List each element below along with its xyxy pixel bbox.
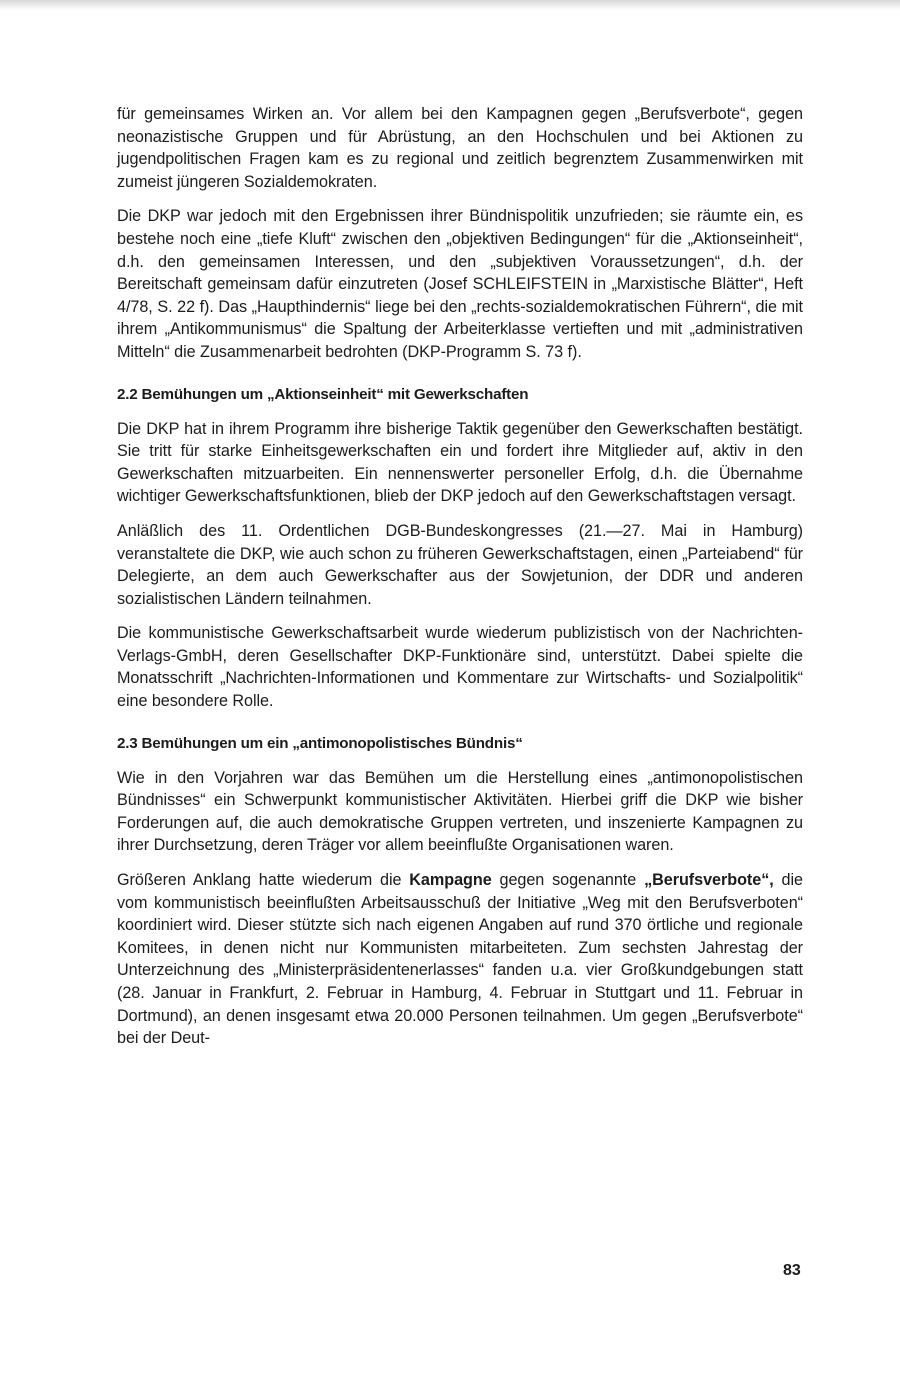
paragraph-7-text-3: die vom kommunistisch beeinflußten Arbeitsausschuß der Initiative „Weg mit den Berufsverboten“ koordiniert wird. Dieser stützte sich nach eigenen Angaben auf rund 370 örtliche und regionale Komitees, in denen nicht nur Kommunisten mitarbeiteten. Zum sechsten Jahrestag der Unterzeichnung des „Ministerpräsidentenerlasses“ fanden u.a. vier Großkundgebungen statt (28. Januar in Frankfurt, 2. Februar in Hamburg, 4. Februar in Stuttgart und 11. Februar in Dortmund), an denen insgesamt etwa 20.000 Personen teilnahmen. Um gegen „Berufsverbote“ bei der Deut-: [117, 871, 803, 1048]
paragraph-2: Die DKP war jedoch mit den Ergebnissen ihrer Bündnispolitik unzufrieden; sie räumte ein, es bestehe noch eine „tiefe Kluft“ zwischen den „objektiven Bedingungen“ für die „Aktionseinheit“, d.h. den gemeinsamen Interessen, und den „subjektiven Voraussetzungen“, d.h. der Bereitschaft gemeinsam dafür einzutreten (Josef SCHLEIFSTEIN in „Marxistische Blätter“, Heft 4/78, S. 22 f). Das „Haupthindernis“ liege bei den „rechts-sozialdemokratischen Führern“, die mit ihrem „Antikommunismus“ die Spaltung der Arbeiterklasse vertieften und mit „administrativen Mitteln“ die Zusammenarbeit bedrohten (DKP-Programm S. 73 f).: [117, 207, 803, 361]
paragraph-7: [117, 869, 803, 1050]
page-number: 83: [783, 1262, 801, 1279]
paragraph-7-text-2: gegen sogenannte: [491, 871, 645, 890]
paragraph-3: Die DKP hat in ihrem Programm ihre bisherige Taktik gegenüber den Gewerkschaften bestätigt. Sie tritt für starke Einheitsgewerkschaften ein und fordert ihre Mitglieder auf, aktiv in den Gewerkschaften mitzuarbeiten. Ein nennenswerter personeller Erfolg, d.h. die Übernahme wichtiger Gewerkschaftsfunktionen, blieb der DKP jedoch auf den Gewerkschaftstagen versagt.: [117, 419, 803, 506]
paragraph-4: Anläßlich des 11. Ordentlichen DGB-Bundeskongresses (21.—27. Mai in Hamburg) veranstaltete die DKP, wie auch schon zu früheren Gewerkschaftstagen, einen „Parteiabend“ für Delegierte, an dem auch Gewerkschafter aus der Sowjetunion, der DDR und anderen sozialistischen Ländern teilnahmen.: [117, 521, 803, 608]
paragraph-6: Wie in den Vorjahren war das Bemühen um die Herstellung eines „antimonopolistischen Bündnisses“ ein Schwerpunkt kommunistischer Aktivitäten. Hierbei griff die DKP wie bisher Forderungen auf, die auch demokratische Gruppen vertreten, und inszenierte Kampagnen zu ihrer Durchsetzung, deren Träger vor allem beeinflußte Organisationen waren.: [117, 768, 803, 855]
paragraph-7-bold-berufsverbote: „Berufsverbote“,: [644, 871, 774, 890]
paragraph-7-bold-kampagne: Kampagne: [409, 871, 492, 890]
page-top-shadow: [0, 0, 900, 10]
paragraph-7-text-1: Größeren Anklang hatte wiederum die: [117, 871, 410, 890]
section-heading-2-2: 2.2 Bemühungen um „Aktionseinheit“ mit Gewerkschaften: [117, 385, 529, 403]
paragraph-5: Die kommunistische Gewerkschaftsarbeit wurde wiederum publizistisch von der Nachrichten-Verlags-GmbH, deren Gesellschafter DKP-Funktionäre sind, unterstützt. Dabei spielte die Monatsschrift „Nachrichten-Informationen und Kommentare zur Wirtschafts- und Sozialpolitik“ eine besondere Rolle.: [117, 624, 803, 711]
paragraph-1: für gemeinsames Wirken an. Vor allem bei den Kampagnen gegen „Berufsverbote“, gegen neonazistische Gruppen und für Abrüstung, an den Hochschulen und bei Aktionen zu jugendpolitischen Fragen kam es zu regional und zeitlich begrenztem Zusammenwirken mit zumeist jüngeren Sozialdemokraten.: [117, 105, 803, 191]
page-body: [117, 103, 803, 1062]
section-heading-2-3: 2.3 Bemühungen um ein „antimonopolistisches Bündnis“: [117, 734, 523, 752]
